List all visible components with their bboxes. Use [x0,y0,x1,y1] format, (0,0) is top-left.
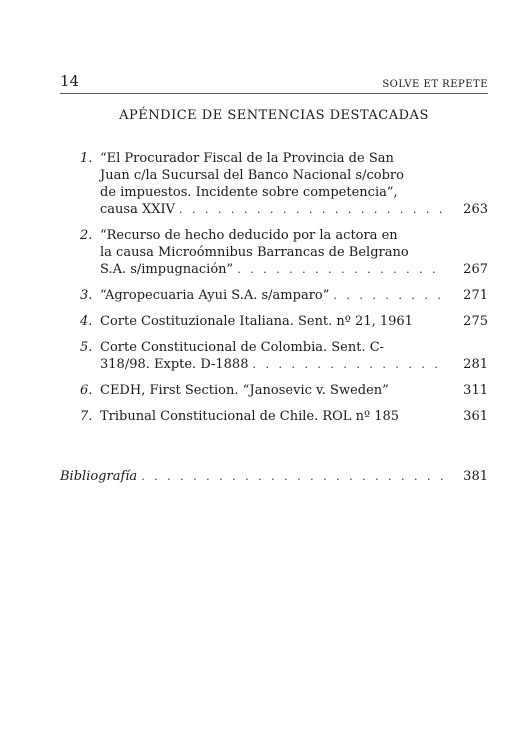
entry-last-line: Corte Costituzionale Italiana. Sent. nº 21, 1961 [100,314,413,329]
toc-entry-6[interactable] [60,382,488,399]
dot-leader [252,356,446,373]
dot-leader [237,261,446,278]
entry-number: 7. [80,409,93,424]
entry-page: 275 [463,314,488,329]
entry-page: 311 [463,383,488,398]
toc-entry-2[interactable] [60,227,488,278]
entry-line: la causa Microómnibus Barrancas de Belgrano [100,245,409,260]
running-head: SOLVE ET REPETE [382,79,488,90]
toc-entry-3[interactable] [60,287,488,304]
entry-last-line: Tribunal Constitucional de Chile. ROL nº 185 [100,409,400,424]
toc-entry-4[interactable] [60,313,488,330]
entry-page: 281 [463,357,488,372]
toc-list [60,150,488,434]
entry-last-line: causa XXIV [100,202,175,217]
entry-last-line: 318/98. Expte. D-1888 [100,357,249,372]
section-title: APÉNDICE DE SENTENCIAS DESTACADAS [119,108,429,123]
toc-entry-1[interactable] [60,150,488,218]
entry-page: 263 [463,202,488,217]
entry-line: “El Procurador Fiscal de la Provincia de San [100,151,394,166]
entry-number: 5. [80,340,93,355]
dot-leader [333,287,446,304]
entry-number: 4. [80,314,93,329]
entry-line: Juan c/la Sucursal del Banco Nacional s/cobro [100,168,404,183]
entry-last-line: S.A. s/impugnación” [100,262,234,277]
entry-last-line: CEDH, First Section. “Janosevic v. Sweden” [100,383,389,398]
page-header [60,72,488,94]
entry-page: 361 [463,409,488,424]
entry-page: 271 [463,288,488,303]
entry-last-line: “Agropecuaria Ayui S.A. s/amparo” [100,288,330,303]
entry-number: 6. [80,383,93,398]
entry-number: 2. [80,228,93,243]
entry-page: 267 [463,262,488,277]
entry-line: de impuestos. Incidente sobre competencia”, [100,185,398,200]
entry-number: 3. [80,288,93,303]
entry-line: Corte Constitucional de Colombia. Sent. C- [100,340,385,355]
bibliography-page: 381 [463,469,488,484]
bibliography-label: Bibliografía [60,469,138,484]
bibliography-entry[interactable] [60,468,488,485]
toc-entry-7[interactable] [60,408,488,425]
toc-entry-5[interactable] [60,339,488,373]
entry-number: 1. [80,151,93,166]
dot-leader [141,468,446,485]
entry-line: “Recurso de hecho deducido por la actora en [100,228,398,243]
page-number: 14 [60,72,80,90]
dot-leader [179,201,446,218]
